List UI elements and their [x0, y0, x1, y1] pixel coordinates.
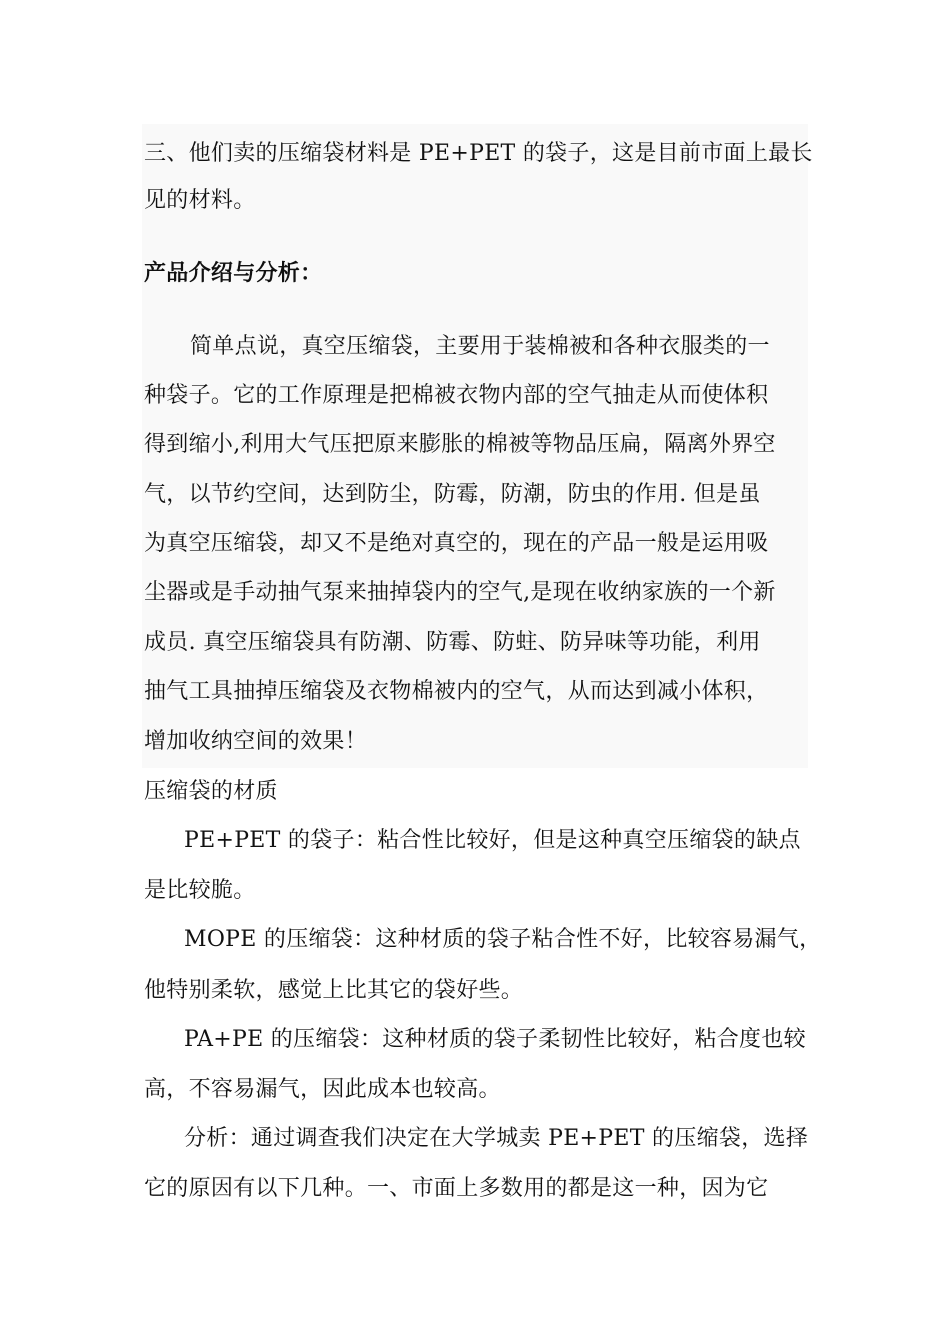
product-intro-line-6: 尘器或是手动抽气泵来抽掉袋内的空气,是现在收纳家族的一个新	[144, 580, 776, 605]
mope-line-2: 他特别柔软，感觉上比其它的袋好些。	[144, 978, 524, 1003]
product-intro-line-5: 为真空压缩袋，却又不是绝对真空的，现在的产品一般是运用吸	[144, 531, 769, 556]
mope-line-1: MOPE 的压缩袋：这种材质的袋子粘合性不好，比较容易漏气，	[184, 927, 822, 952]
pe-pet-line-1: PE+PET 的袋子：粘合性比较好，但是这种真空压缩袋的缺点	[184, 828, 801, 853]
analysis-line-2: 它的原因有以下几种。一、市面上多数用的都是这一种，因为它	[144, 1176, 769, 1201]
section-three-line-2: 见的材料。	[144, 188, 256, 213]
product-intro-line-4: 气，以节约空间，达到防尘，防霉，防潮，防虫的作用. 但是虽	[144, 482, 761, 507]
pe-pet-line-2: 是比较脆。	[144, 878, 256, 903]
product-intro-line-3: 得到缩小,利用大气压把原来膨胀的棉被等物品压扁，隔离外界空	[144, 432, 776, 457]
pa-pe-line-1: PA+PE 的压缩袋：这种材质的袋子柔韧性比较好，粘合度也较	[184, 1027, 806, 1052]
analysis-line-1: 分析：通过调查我们决定在大学城卖 PE+PET 的压缩袋，选择	[184, 1126, 809, 1151]
product-intro-line-8: 抽气工具抽掉压缩袋及衣物棉被内的空气，从而达到减小体积，	[144, 679, 769, 704]
product-intro-line-9: 增加收纳空间的效果！	[144, 729, 368, 754]
product-intro-line-1: 简单点说，真空压缩袋，主要用于装棉被和各种衣服类的一	[190, 334, 770, 359]
pa-pe-line-2: 高，不容易漏气，因此成本也较高。	[144, 1077, 501, 1102]
section-three-line-1: 三、他们卖的压缩袋材料是 PE+PET 的袋子，这是目前市面上最长	[144, 141, 813, 166]
product-intro-line-7: 成员. 真空压缩袋具有防潮、防霉、防蛀、防异味等功能，利用	[144, 630, 761, 655]
product-intro-line-2: 种袋子。它的工作原理是把棉被衣物内部的空气抽走从而使体积	[144, 383, 769, 408]
material-title: 压缩袋的材质	[144, 779, 278, 804]
product-heading: 产品介绍与分析：	[144, 261, 323, 286]
